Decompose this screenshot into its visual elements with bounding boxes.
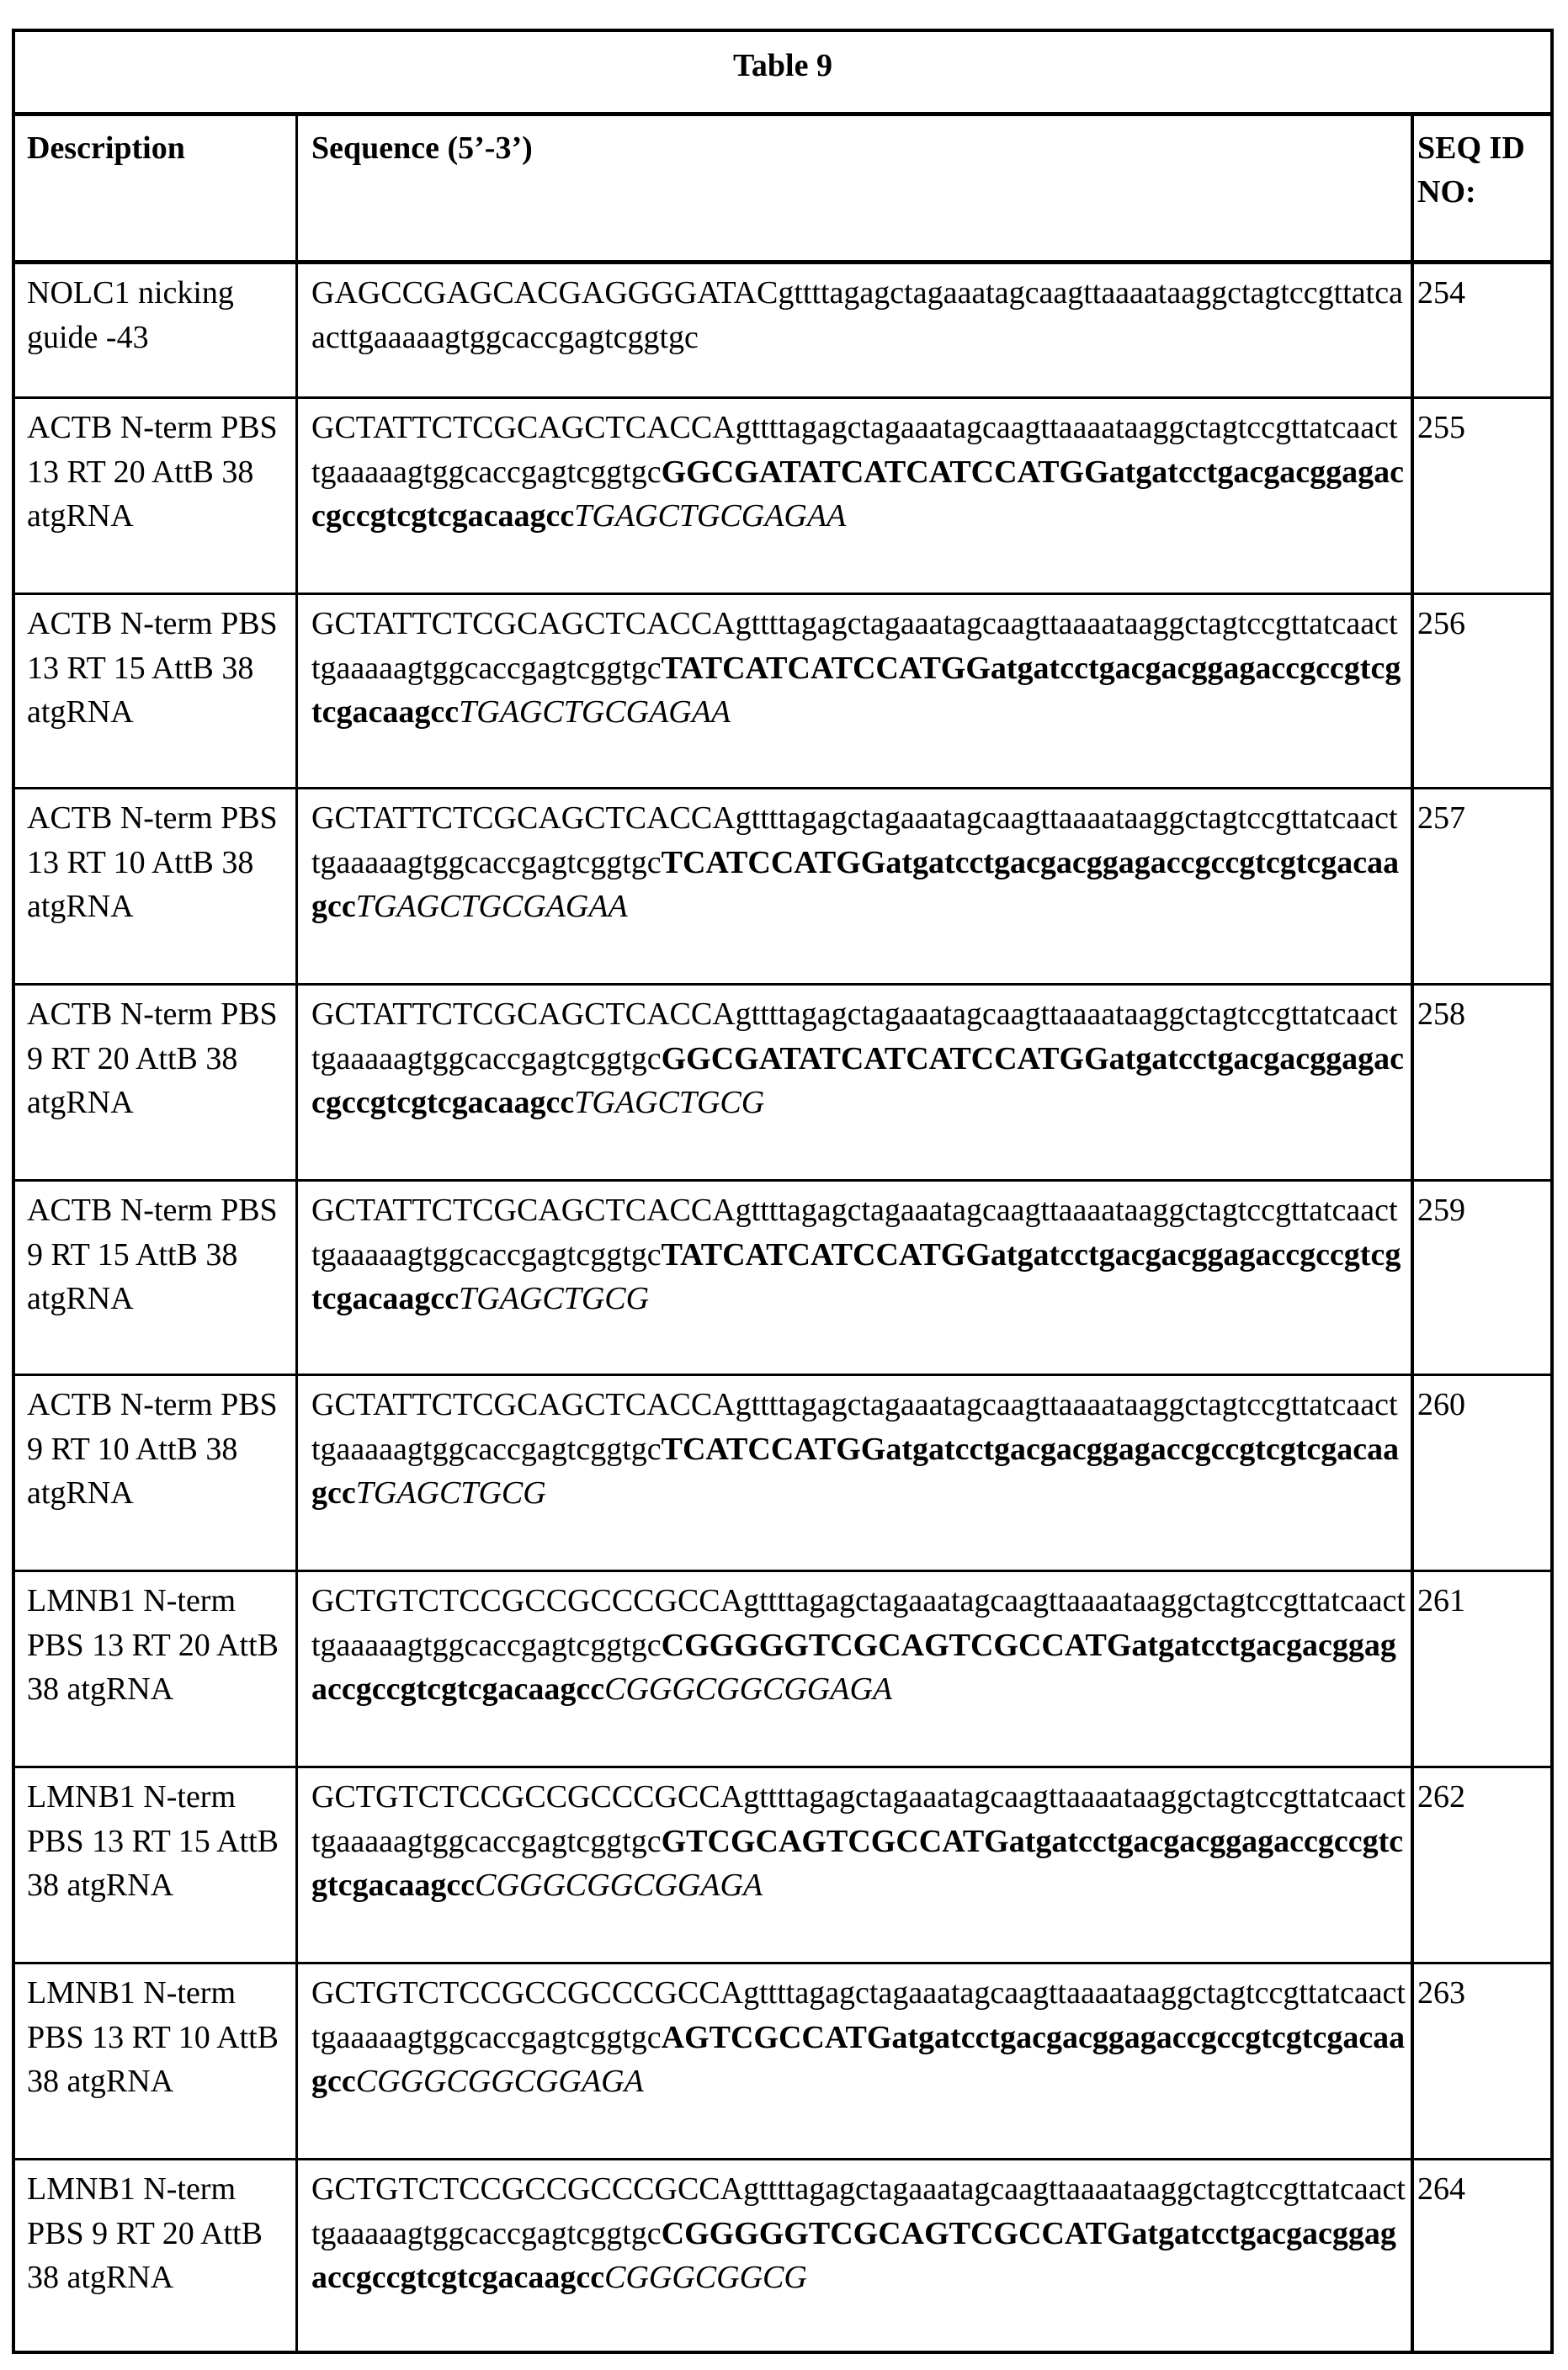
sequence-segment-italic: CGGGCGGCGGAGA bbox=[355, 2064, 644, 2099]
sequence-segment-normal: gttttagagctagaaatagcaagttaaaataaggctagtccgttatcaacttgaaaaagtggcaccgagtcggtgc bbox=[311, 1193, 1398, 1273]
sequence-segment-normal: GCTGTCTCCGCCGCCCGCCA bbox=[311, 1779, 744, 1815]
table-title: Table 9 bbox=[15, 32, 1550, 116]
row-sequence bbox=[298, 399, 1414, 592]
sequence-segment-normal: GCTGTCTCCGCCGCCCGCCA bbox=[311, 1583, 744, 1618]
table-row bbox=[15, 1964, 1550, 2160]
header-seq-id: SEQ ID NO: bbox=[1417, 130, 1525, 210]
sequence-segment-normal: gttttagagctagaaatagcaagttaaaataaggctagtccgttatcaacttgaaaaagtggcaccgagtcggtgc bbox=[311, 1387, 1398, 1467]
table-row bbox=[15, 986, 1550, 1182]
table-row bbox=[15, 1768, 1550, 1964]
table-row bbox=[15, 789, 1550, 986]
sequence-segment-bold: GGCGATATCATCATCCATGGatgatcctgacgacggagaccgccgtcgtcgacaagcc bbox=[311, 454, 1404, 534]
row-description: ACTB N-term PBS 13 RT 10 AttB 38 atgRNA bbox=[15, 789, 298, 983]
sequence-segment-bold: CGGGGGTCGCAGTCGCCATGatgatcctgacgacggagaccgccgtcgtcgacaagcc bbox=[311, 2215, 1396, 2295]
row-description: LMNB1 N-term PBS 13 RT 15 AttB 38 atgRNA bbox=[15, 1768, 298, 1962]
row-seq-id: 263 bbox=[1417, 1975, 1465, 2011]
sequence-segment-bold: CGGGGGTCGCAGTCGCCATGatgatcctgacgacggagaccgccgtcgtcgacaagcc bbox=[311, 1627, 1396, 1707]
row-seq-id: 257 bbox=[1417, 800, 1465, 836]
row-description: NOLC1 nicking guide -43 bbox=[15, 264, 298, 396]
sequence-segment-normal: gttttagagctagaaatagcaagttaaaataaggctagtccgttatcaacttgaaaaagtggcaccgagtcggtgc bbox=[311, 1779, 1406, 1859]
sequence-segment-bold: GTCGCAGTCGCCATGatgatcctgacgacggagaccgccgtcgtcgacaagcc bbox=[311, 1823, 1404, 1903]
sequence-segment-normal: gttttagagctagaaatagcaagttaaaataaggctagtccgttatcaacttgaaaaagtggcaccgagtcggtgc bbox=[311, 1583, 1406, 1663]
sequence-segment-normal: GCTGTCTCCGCCGCCCGCCA bbox=[311, 1975, 744, 2011]
sequence-segment-normal: GCTATTCTCGCAGCTCACCA bbox=[311, 800, 736, 836]
sequence-segment-italic: TGAGCTGCG bbox=[355, 1475, 546, 1511]
row-sequence bbox=[298, 986, 1414, 1179]
row-description: ACTB N-term PBS 9 RT 10 AttB 38 atgRNA bbox=[15, 1376, 298, 1570]
sequence-segment-normal: gttttagagctagaaatagcaagttaaaataaggctagtccgttatcaacttgaaaaagtggcaccgagtcggtgc bbox=[311, 1975, 1406, 2055]
sequence-segment-italic: CGGGCGGCG bbox=[604, 2260, 807, 2295]
row-description: LMNB1 N-term PBS 9 RT 20 AttB 38 atgRNA bbox=[15, 2160, 298, 2351]
table-row bbox=[15, 595, 1550, 789]
row-seq-id: 258 bbox=[1417, 996, 1465, 1032]
sequence-segment-bold: GGCGATATCATCATCCATGGatgatcctgacgacggagaccgccgtcgtcgacaagcc bbox=[311, 1040, 1404, 1120]
row-seq-id: 260 bbox=[1417, 1387, 1465, 1422]
row-sequence bbox=[298, 789, 1414, 983]
row-sequence bbox=[298, 1572, 1414, 1766]
header-sequence: Sequence (5’-3’) bbox=[298, 116, 1414, 260]
row-seq-id: 255 bbox=[1417, 410, 1465, 445]
sequence-segment-italic: TGAGCTGCGAGAA bbox=[574, 498, 847, 534]
row-description: LMNB1 N-term PBS 13 RT 20 AttB 38 atgRNA bbox=[15, 1572, 298, 1766]
row-sequence bbox=[298, 1964, 1414, 2158]
row-description: ACTB N-term PBS 9 RT 20 AttB 38 atgRNA bbox=[15, 986, 298, 1179]
sequence-segment-italic: TGAGCTGCGAGAA bbox=[459, 694, 731, 730]
row-seq-id: 262 bbox=[1417, 1779, 1465, 1815]
sequence-segment-bold: AGTCGCCATGatgatcctgacgacggagaccgccgtcgtcgacaagcc bbox=[311, 2019, 1406, 2099]
header-row bbox=[15, 116, 1550, 264]
row-seq-id: 264 bbox=[1417, 2171, 1465, 2207]
sequence-segment-normal: GCTATTCTCGCAGCTCACCA bbox=[311, 996, 736, 1032]
row-seq-id: 259 bbox=[1417, 1193, 1465, 1228]
sequence-segment-bold: TATCATCATCCATGGatgatcctgacgacggagaccgccgtcgtcgacaagcc bbox=[311, 1236, 1401, 1316]
sequence-segment-normal: GCTATTCTCGCAGCTCACCA bbox=[311, 1193, 736, 1228]
row-sequence bbox=[298, 1182, 1414, 1374]
table-row bbox=[15, 1572, 1550, 1768]
sequence-segment-bold: TCATCCATGGatgatcctgacgacggagaccgccgtcgtcgacaagcc bbox=[311, 1431, 1400, 1511]
sequence-table bbox=[12, 29, 1554, 2354]
row-description: ACTB N-term PBS 13 RT 15 AttB 38 atgRNA bbox=[15, 595, 298, 787]
sequence-segment-normal: gttttagagctagaaatagcaagttaaaataaggctagtccgttatcaacttgaaaaagtggcaccgagtcggtgc bbox=[311, 996, 1398, 1076]
sequence-segment-italic: CGGGCGGCGGAGA bbox=[475, 1868, 763, 1903]
header-description: Description bbox=[15, 116, 298, 260]
sequence-segment-italic: TGAGCTGCGAGAA bbox=[355, 889, 628, 924]
table-row bbox=[15, 399, 1550, 595]
sequence-segment-normal: GCTGTCTCCGCCGCCCGCCA bbox=[311, 2171, 744, 2207]
row-seq-id: 261 bbox=[1417, 1583, 1465, 1618]
sequence-segment-normal: gttttagagctagaaatagcaagttaaaataaggctagtccgttatcaacttgaaaaagtggcaccgagtcggtgc bbox=[311, 2171, 1406, 2251]
sequence-segment-italic: TGAGCTGCG bbox=[574, 1085, 765, 1120]
row-seq-id: 254 bbox=[1417, 275, 1465, 311]
table-row bbox=[15, 264, 1550, 399]
sequence-segment-bold: TCATCCATGGatgatcctgacgacggagaccgccgtcgtcgacaagcc bbox=[311, 844, 1400, 924]
row-sequence bbox=[298, 1768, 1414, 1962]
sequence-segment-normal: GCTATTCTCGCAGCTCACCA bbox=[311, 410, 736, 445]
row-description: LMNB1 N-term PBS 13 RT 10 AttB 38 atgRNA bbox=[15, 1964, 298, 2158]
sequence-segment-normal: gttttagagctagaaatagcaagttaaaataaggctagtccgttatcaacttgaaaaagtggcaccgagtcggtgc bbox=[311, 606, 1398, 686]
sequence-segment-normal: GAGCCGAGCACGAGGGGATAC bbox=[311, 275, 779, 311]
table-body bbox=[15, 264, 1550, 2351]
sequence-segment-normal: gttttagagctagaaatagcaagttaaaataaggctagtccgttatcaacttgaaaaagtggcaccgagtcggtgc bbox=[311, 800, 1398, 880]
row-seq-id: 256 bbox=[1417, 606, 1465, 641]
row-sequence bbox=[298, 264, 1414, 396]
row-description: ACTB N-term PBS 13 RT 20 AttB 38 atgRNA bbox=[15, 399, 298, 592]
table-row bbox=[15, 1376, 1550, 1572]
row-description: ACTB N-term PBS 9 RT 15 AttB 38 atgRNA bbox=[15, 1182, 298, 1374]
sequence-segment-normal: gttttagagctagaaatagcaagttaaaataaggctagtccgttatcaacttgaaaaagtggcaccgagtcggtgc bbox=[311, 410, 1398, 490]
sequence-segment-italic: TGAGCTGCG bbox=[459, 1281, 650, 1316]
table-row bbox=[15, 1182, 1550, 1376]
sequence-segment-bold: TATCATCATCCATGGatgatcctgacgacggagaccgccgtcgtcgacaagcc bbox=[311, 650, 1401, 730]
row-sequence bbox=[298, 1376, 1414, 1570]
sequence-segment-normal: GCTATTCTCGCAGCTCACCA bbox=[311, 606, 736, 641]
table-row bbox=[15, 2160, 1550, 2351]
sequence-segment-italic: CGGGCGGCGGAGA bbox=[604, 1671, 893, 1707]
row-sequence bbox=[298, 595, 1414, 787]
sequence-segment-normal: GCTATTCTCGCAGCTCACCA bbox=[311, 1387, 736, 1422]
sequence-segment-normal: gttttagagctagaaatagcaagttaaaataaggctagtccgttatcaacttgaaaaagtggcaccgagtcggtgc bbox=[311, 275, 1403, 355]
row-sequence bbox=[298, 2160, 1414, 2351]
